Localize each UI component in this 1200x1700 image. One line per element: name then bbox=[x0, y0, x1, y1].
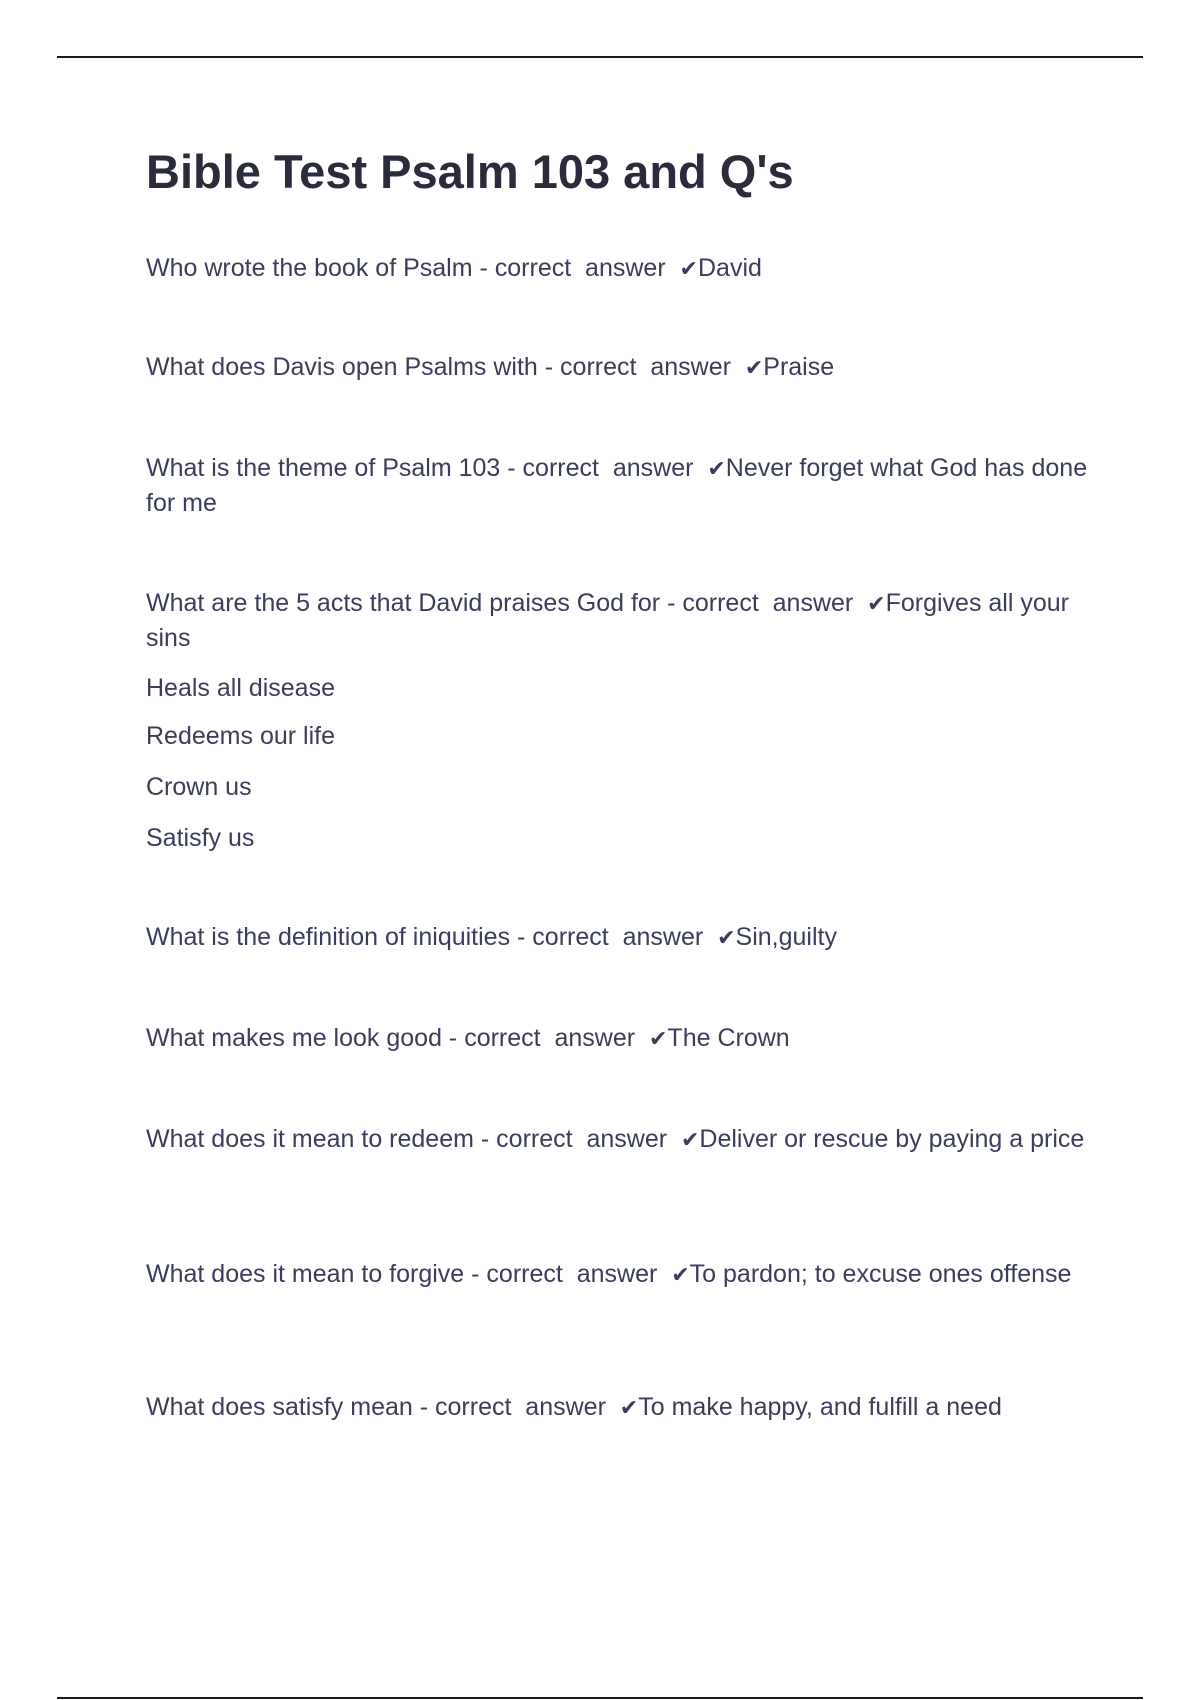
question-text: What does Davis open Psalms with bbox=[146, 353, 538, 381]
answer-connector: - correct answer bbox=[441, 1024, 649, 1052]
acts-list-item: Heals all disease bbox=[146, 674, 335, 702]
question-text: Who wrote the book of Psalm bbox=[146, 254, 473, 282]
check-mark-icon: ✔ bbox=[867, 591, 886, 616]
answer-text: To make happy, and fulfill a need bbox=[638, 1393, 1002, 1421]
question-text: What are the 5 acts that David praises God for bbox=[146, 589, 661, 617]
qa-item bbox=[146, 1021, 1096, 1056]
answer-connector: - correct answer bbox=[464, 1260, 672, 1288]
answer-connector: - correct answer bbox=[537, 353, 745, 381]
check-mark-icon: ✔ bbox=[680, 1127, 700, 1152]
qa-item bbox=[146, 451, 1096, 520]
acts-list-item: Satisfy us bbox=[146, 824, 255, 852]
answer-connector: - correct answer bbox=[660, 589, 868, 617]
answer-text: Never forget what God has done for me bbox=[146, 454, 1088, 517]
check-mark-icon: ✔ bbox=[648, 1026, 668, 1051]
answer-text: David bbox=[697, 254, 762, 282]
check-mark-icon: ✔ bbox=[679, 256, 698, 281]
answer-connector: - correct answer bbox=[473, 1125, 681, 1153]
answer-connector: - correct answer bbox=[412, 1393, 620, 1421]
answer-text: The Crown bbox=[667, 1024, 790, 1052]
qa-item bbox=[146, 1257, 1096, 1292]
answer-text: Praise bbox=[763, 353, 835, 381]
answer-text: To pardon; to excuse ones offense bbox=[689, 1260, 1072, 1288]
check-mark-icon: ✔ bbox=[671, 1262, 690, 1287]
qa-item bbox=[146, 920, 1096, 955]
qa-item bbox=[146, 1390, 1096, 1425]
check-mark-icon: ✔ bbox=[619, 1395, 639, 1420]
answer-connector: - correct answer bbox=[510, 923, 718, 951]
acts-list-item: Redeems our life bbox=[146, 722, 335, 750]
qa-item bbox=[146, 586, 1096, 655]
bottom-rule bbox=[57, 1697, 1143, 1699]
answer-connector: - correct answer bbox=[500, 454, 708, 482]
question-text: What is the theme of Psalm 103 bbox=[146, 454, 501, 482]
qa-item bbox=[146, 350, 1096, 385]
check-mark-icon: ✔ bbox=[744, 355, 764, 380]
check-mark-icon: ✔ bbox=[707, 456, 726, 481]
qa-item bbox=[146, 1122, 1096, 1157]
question-text: What is the definition of iniquities bbox=[146, 923, 511, 951]
top-rule bbox=[57, 56, 1143, 58]
question-text: What does it mean to forgive bbox=[146, 1260, 465, 1288]
check-mark-icon: ✔ bbox=[717, 925, 736, 950]
acts-list-item: Crown us bbox=[146, 773, 252, 801]
answer-text: Deliver or rescue by paying a price bbox=[699, 1125, 1085, 1153]
page-title: Bible Test Psalm 103 and Q's bbox=[146, 145, 794, 198]
question-text: What does it mean to redeem bbox=[146, 1125, 474, 1153]
qa-item bbox=[146, 251, 1096, 286]
answer-text: Sin,guilty bbox=[735, 923, 837, 951]
question-text: What does satisfy mean bbox=[146, 1393, 413, 1421]
answer-text: Forgives all your sins bbox=[146, 589, 1069, 652]
answer-connector: - correct answer bbox=[472, 254, 680, 282]
question-text: What makes me look good bbox=[146, 1024, 442, 1052]
